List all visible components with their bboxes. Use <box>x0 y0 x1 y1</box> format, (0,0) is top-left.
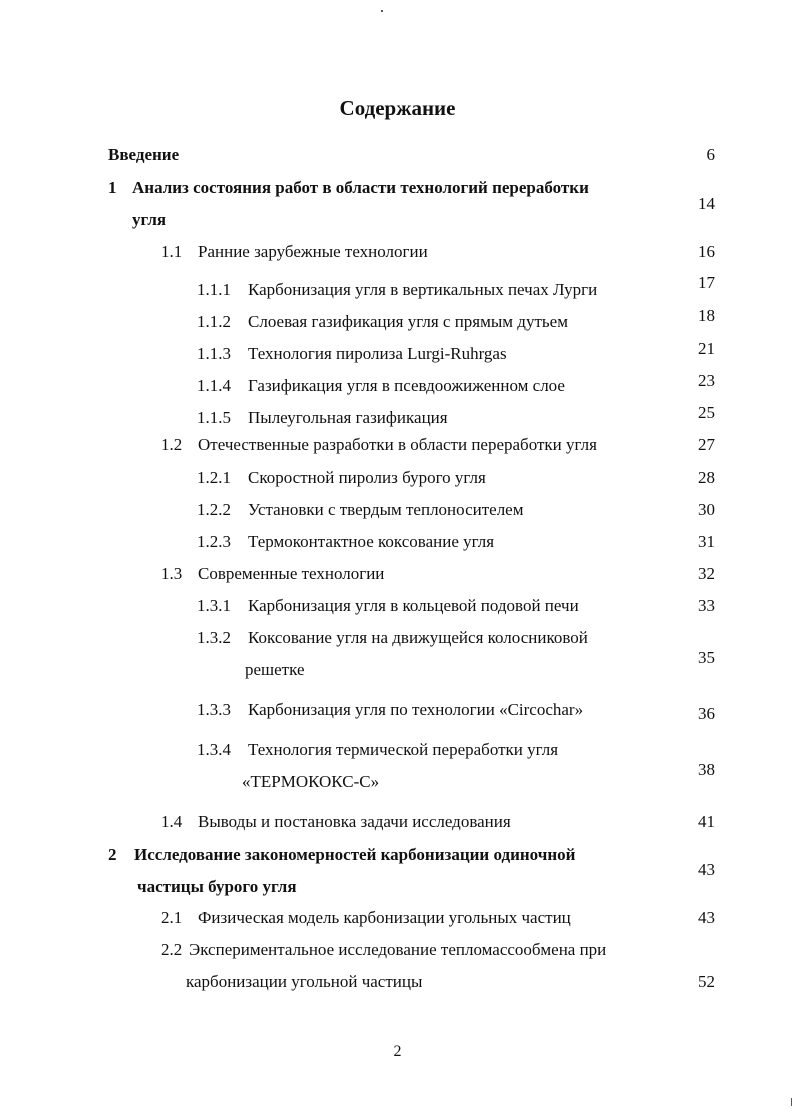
toc-s1-3-1-label[interactable]: Карбонизация угля в кольцевой подовой печи <box>248 596 579 615</box>
toc-s2-1-number: 2.1 <box>161 908 183 927</box>
toc-s1-2-label[interactable]: Отечественные разработки в области переработки угля <box>198 435 597 454</box>
toc-s1-1-4-label[interactable]: Газификация угля в псевдоожиженном слое <box>248 376 565 395</box>
toc-s1-1-1-label[interactable]: Карбонизация угля в вертикальных печах Лурги <box>248 280 598 299</box>
toc-s1-1-3-number: 1.1.3 <box>197 344 231 363</box>
toc-s1-2-3-number: 1.2.3 <box>197 532 231 551</box>
toc-s1-3-4-page: 38 <box>698 760 715 779</box>
toc-s1-1-2-page: 18 <box>698 306 715 325</box>
toc-s1-3-4-label-cont[interactable]: «ТЕРМОКОКС-С» <box>242 772 380 791</box>
toc-s1-2-2-page: 30 <box>698 500 715 519</box>
toc-s1-3-3-page: 36 <box>698 704 715 723</box>
toc-s1-3-2-label[interactable]: Коксование угля на движущейся колосниковой <box>248 628 588 647</box>
toc-s1-3-1-number: 1.3.1 <box>197 596 231 615</box>
toc-s1-4-number: 1.4 <box>161 812 183 831</box>
toc-s1-1-page: 16 <box>698 242 715 261</box>
toc-s1-4-label[interactable]: Выводы и постановка задачи исследования <box>198 812 511 831</box>
toc-s2-2-label-cont[interactable]: карбонизации угольной частицы <box>186 972 423 991</box>
toc-s1-3-number: 1.3 <box>161 564 183 583</box>
toc-s1-1-4-page: 23 <box>698 371 715 390</box>
toc-s1-2-3-page: 31 <box>698 532 715 551</box>
toc-s1-3-3-label[interactable]: Карбонизация угля по технологии «Circochar» <box>248 700 584 719</box>
toc-s2-1-page: 43 <box>698 908 715 927</box>
toc-s2-2-page: 52 <box>698 972 715 991</box>
toc-s1-2-1-page: 28 <box>698 468 715 487</box>
toc-s2-1-label[interactable]: Физическая модель карбонизации угольных частиц <box>198 908 571 927</box>
toc-ch2-number: 2 <box>108 845 117 864</box>
toc-s1-2-number: 1.2 <box>161 435 183 454</box>
toc-ch2-label[interactable]: Исследование закономерностей карбонизации одиночной <box>134 845 576 864</box>
toc-s1-1-label[interactable]: Ранние зарубежные технологии <box>198 242 428 261</box>
toc-ch1-label-cont[interactable]: угля <box>132 210 167 229</box>
toc-s1-1-1-page: 17 <box>698 273 715 292</box>
toc-ch2-label-cont[interactable]: частицы бурого угля <box>137 877 297 896</box>
toc-s1-3-page: 32 <box>698 564 715 583</box>
toc-ch1-number: 1 <box>108 178 117 197</box>
toc-s1-3-label[interactable]: Современные технологии <box>198 564 385 583</box>
toc-s1-2-page: 27 <box>698 435 715 454</box>
toc-s1-4-page: 41 <box>698 812 715 831</box>
toc-s2-2-number: 2.2 <box>161 940 183 959</box>
toc-s1-3-2-page: 35 <box>698 648 715 667</box>
toc-s1-3-3-number: 1.3.3 <box>197 700 231 719</box>
toc-s1-1-4-number: 1.1.4 <box>197 376 231 395</box>
toc-s1-2-1-label[interactable]: Скоростной пиролиз бурого угля <box>248 468 486 487</box>
toc-ch2-page: 43 <box>698 860 715 879</box>
toc-s1-2-2-number: 1.2.2 <box>197 500 231 519</box>
toc-intro-page: 6 <box>706 145 715 164</box>
toc-s1-2-2-label[interactable]: Установки с твердым теплоносителем <box>248 500 524 519</box>
page-number: 2 <box>393 1043 402 1060</box>
toc-s1-1-5-page: 25 <box>698 403 715 422</box>
toc-s1-1-number: 1.1 <box>161 242 183 261</box>
toc-s1-3-4-label[interactable]: Технология термической переработки угля <box>248 740 559 759</box>
toc-s1-1-2-label[interactable]: Слоевая газификация угля с прямым дутьем <box>248 312 568 331</box>
toc-s1-1-2-number: 1.1.2 <box>197 312 231 331</box>
toc-s1-1-3-label[interactable]: Технология пиролиза Lurgi-Ruhrgas <box>248 344 507 363</box>
toc-s1-3-1-page: 33 <box>698 596 715 615</box>
toc-s1-3-2-label-cont[interactable]: решетке <box>245 660 305 679</box>
toc-s1-1-1-number: 1.1.1 <box>197 280 231 299</box>
toc-s1-1-5-label[interactable]: Пылеугольная газификация <box>248 408 448 427</box>
toc-s1-2-3-label[interactable]: Термоконтактное коксование угля <box>248 532 495 551</box>
toc-s1-3-2-number: 1.3.2 <box>197 628 231 647</box>
page-title: Содержание <box>339 96 456 120</box>
toc-s1-3-4-number: 1.3.4 <box>197 740 231 759</box>
toc-intro-label[interactable]: Введение <box>108 145 180 164</box>
toc-s1-1-3-page: 21 <box>698 339 715 358</box>
toc-ch1-label[interactable]: Анализ состояния работ в области технологий переработки <box>132 178 589 197</box>
toc-ch1-page: 14 <box>698 194 715 213</box>
toc-s2-2-label[interactable]: Экспериментальное исследование тепломассообмена при <box>189 940 607 959</box>
toc-s1-2-1-number: 1.2.1 <box>197 468 231 487</box>
toc-s1-1-5-number: 1.1.5 <box>197 408 231 427</box>
